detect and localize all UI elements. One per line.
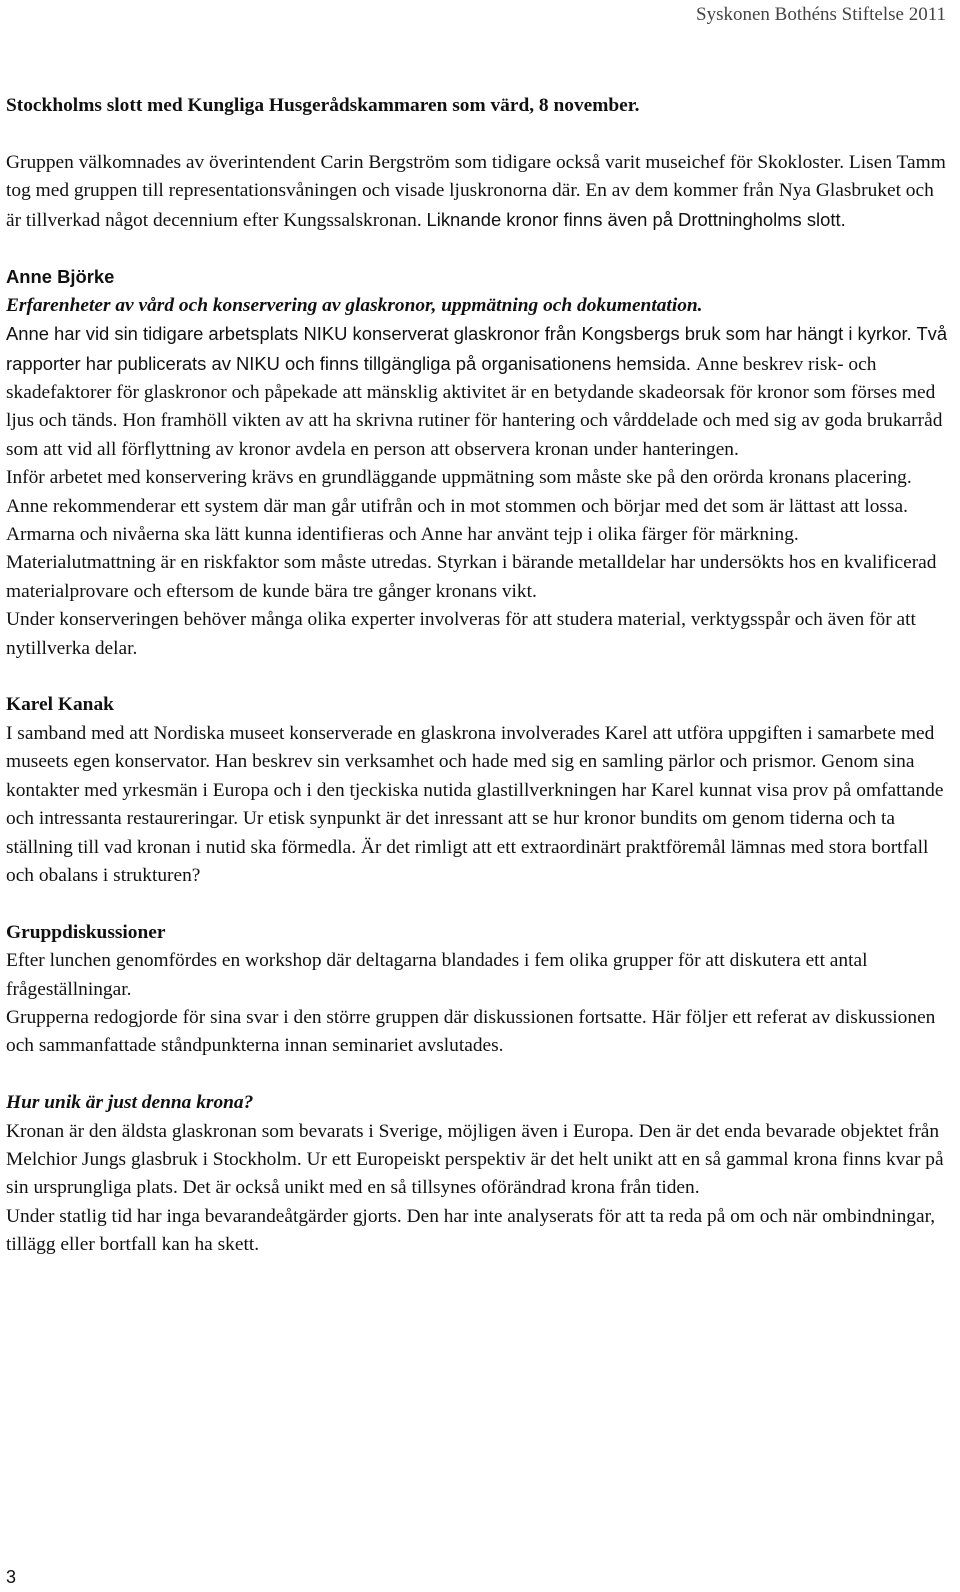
paragraph-text: Två rapporter har publicerats av NIKU och finns tillgängliga på organisationens hemsida. (6, 323, 948, 374)
page-number: 3 (6, 1567, 17, 1587)
paragraph-text: Gruppen välkomnades av överintendent Carin Bergström som tidigare också varit museichef för Skokloster. Lisen Tamm tog med gruppen till representationsvåningen och visade ljuskronorna där. En av dem kommer från Nya Glasbruket och är tillverkad något decennium efter Kungssalskronan. (6, 151, 946, 231)
section-heading-gruppdiskussioner: Gruppdiskussioner (6, 921, 166, 943)
paragraph-grupp-2: Grupperna redogjorde för sina svar i den större gruppen där diskussionen fortsatte. Här följer ett referat av diskussionen och sammanfattade ståndpunkterna innan seminariet avslutades. (6, 1006, 936, 1057)
paragraph-grupp-1: Efter lunchen genomfördes en workshop där deltagarna blandades i fem olika grupper för att diskutera ett antal frågeställningar. (6, 950, 868, 1000)
paragraph-text: Liknande kronor finns även på Drottningholms slott. (426, 208, 846, 230)
talk-subtitle-anne: Erfarenheter av vård och konservering av glaskronor, uppmätning och dokumentation. (6, 294, 703, 316)
page-header: Syskonen Bothéns Stiftelse 2011 (696, 4, 946, 25)
paragraph-anne-4: Under konserveringen behöver många olika experter involveras för att studera material, verktygsspår och även för att nytillverka delar. (6, 609, 916, 659)
paragraph-text: Anne har vid sin tidigare arbetsplats NIKU konserverat glaskronor från Kongsbergs bruk som har hängt i kyrkor. (6, 323, 917, 345)
paragraph-karel: I samband med att Nordiska museet konserverade en glaskrona involverades Karel att utföra uppgiften i samarbete med museets egen konservator. Han beskrev sin verksamhet och hade med sig en samling pärlor och prismor. Genom sina kontakter med yrkesmän i Europa och i den tjeckiska nutida glastillverkningen har Karel kunnat visa prov på omfattande och intressanta restaureringar. Ur etisk synpunkt är det inressant att se hur kronor bundits om genom tiderna och ta ställning till vad kronan i nutid ska förmedla. Är det rimligt att ett extraordinärt praktföremål lämnas med stora bortfall och obalans i strukturen? (6, 722, 944, 886)
paragraph-anne-1 (6, 320, 950, 464)
paragraph-slott (6, 149, 950, 235)
document-body (6, 92, 950, 1260)
speaker-name-anne: Anne Björke (6, 266, 115, 288)
paragraph-anne-2: Inför arbetet med konservering krävs en grundläggande uppmätning som måste ske på den orörda kronans placering. Anne rekommenderar ett system där man går utifrån och in mot stommen och börjar med det som är lättast att lossa. Armarna och nivåerna ska lätt kunna identifieras och Anne har använt tejp i olika färger för märkning. (6, 467, 912, 546)
section-heading-slott: Stockholms slott med Kungliga Husgerådskammaren som värd, 8 november. (6, 95, 640, 116)
question-heading: Hur unik är just denna krona? (6, 1092, 254, 1114)
paragraph-text: Anne beskrev risk- och skadefaktorer för glaskronor och påpekade att mänsklig aktivitet är en betydande skadeorsak för kronor som förses med ljus och tänds. Hon framhöll vikten av att ha skrivna rutiner för hantering och vårddelade och med sig av goda brukarråd som att vid all förflyttning av kronor avdela en person att observera kronan under hanteringen. (6, 353, 943, 460)
paragraph-anne-3: Materialutmattning är en riskfaktor som måste utredas. Styrkan i bärande metalldelar har undersökts hos en kvalificerad materialprovare och eftersom de kunde bära tre gånger kronans vikt. (6, 552, 937, 602)
speaker-name-karel: Karel Kanak (6, 694, 114, 716)
paragraph-unik-1: Kronan är den äldsta glaskronan som bevarats i Sverige, möjligen även i Europa. Den är det enda bevarade objektet från Melchior Jungs glasbruk i Stockholm. Ur ett Europeiskt perspektiv är det helt unikt att en så gammal krona finns kvar på sin ursprungliga plats. Det är också unikt med en så tillsynes oförändrad krona från tiden. (6, 1120, 944, 1199)
paragraph-unik-2: Under statlig tid har inga bevarandeåtgärder gjorts. Den har inte analyserats för att ta reda på om och när ombindningar, tillägg eller bortfall kan ha skett. (6, 1205, 936, 1256)
